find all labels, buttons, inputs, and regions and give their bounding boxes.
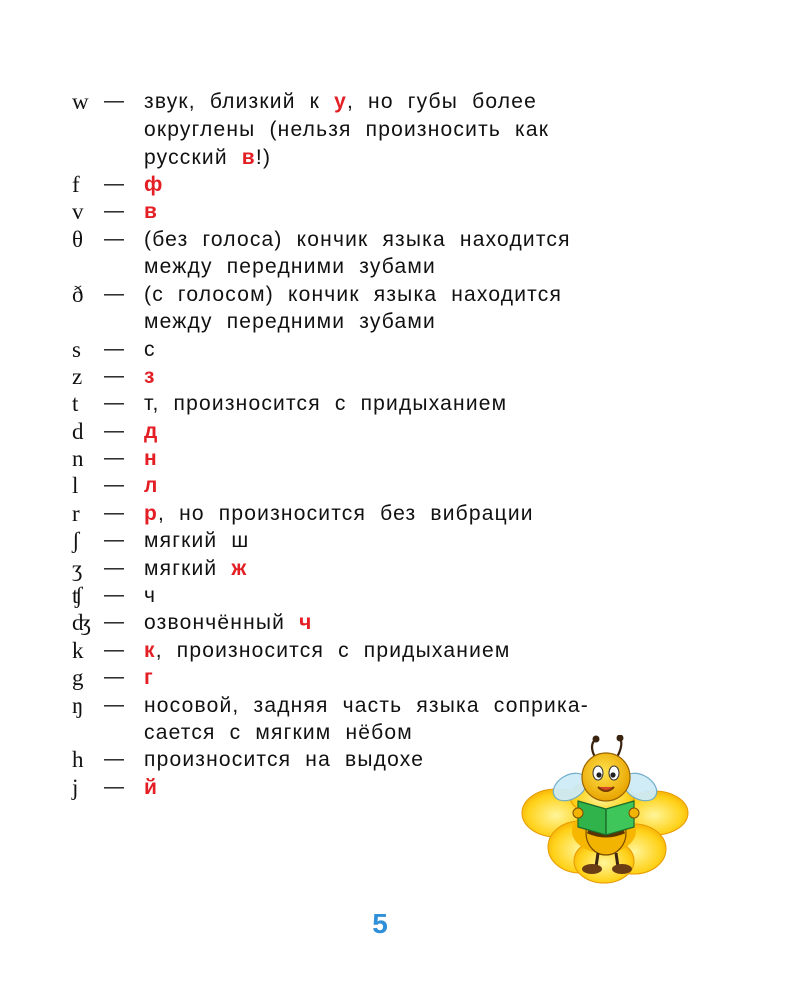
phonetic-symbol: θ bbox=[72, 227, 84, 252]
list-item bbox=[72, 472, 712, 499]
phonetic-symbol: n bbox=[72, 446, 84, 471]
description: произносится на выдохе bbox=[144, 748, 425, 771]
list-item bbox=[72, 198, 712, 225]
description: с bbox=[144, 338, 156, 361]
list-item bbox=[72, 226, 712, 253]
dash: — bbox=[104, 474, 124, 496]
phonetic-symbol: j bbox=[72, 775, 79, 800]
description: мягкий ж bbox=[144, 557, 248, 580]
description: к, произносится с придыханием bbox=[144, 639, 511, 662]
dash: — bbox=[104, 338, 124, 360]
phonetic-symbol: d bbox=[72, 419, 84, 444]
phonetic-symbol: g bbox=[72, 665, 84, 690]
phonetic-symbol: ʒ bbox=[72, 556, 83, 581]
dash: — bbox=[104, 584, 124, 606]
dash: — bbox=[104, 200, 124, 222]
description: г bbox=[144, 666, 154, 689]
description: ф bbox=[144, 173, 164, 196]
description: между передними зубами bbox=[144, 255, 436, 278]
description: (без голоса) кончик языка находится bbox=[144, 228, 571, 251]
phonetic-symbol: ʤ bbox=[72, 610, 92, 635]
dash: — bbox=[104, 173, 124, 195]
dash: — bbox=[104, 365, 124, 387]
dash: — bbox=[104, 748, 124, 770]
dash: — bbox=[104, 557, 124, 579]
description: русский в!) bbox=[144, 146, 272, 169]
dash: — bbox=[104, 228, 124, 250]
list-item bbox=[72, 582, 712, 609]
phonetic-symbol: ʃ bbox=[72, 528, 80, 553]
description: (с голосом) кончик языка находится bbox=[144, 283, 563, 306]
description: звук, близкий к у, но губы более bbox=[144, 90, 537, 113]
description: в bbox=[144, 200, 159, 223]
phonetic-symbol: w bbox=[72, 89, 89, 114]
list-item-continuation bbox=[72, 308, 712, 335]
description: з bbox=[144, 365, 156, 388]
dash: — bbox=[104, 666, 124, 688]
phonetic-symbol: z bbox=[72, 364, 83, 389]
list-item bbox=[72, 609, 712, 636]
description: между передними зубами bbox=[144, 310, 436, 333]
dash: — bbox=[104, 694, 124, 716]
list-item bbox=[72, 555, 712, 582]
list-item-continuation bbox=[72, 144, 712, 171]
page-number: 5 bbox=[372, 908, 388, 939]
description: н bbox=[144, 447, 158, 470]
description: л bbox=[144, 474, 159, 497]
list-item bbox=[72, 637, 712, 664]
description: й bbox=[144, 776, 159, 799]
phonetic-symbol: t bbox=[72, 391, 79, 416]
list-item bbox=[72, 692, 712, 719]
dash: — bbox=[104, 447, 124, 469]
list-item bbox=[72, 363, 712, 390]
dash: — bbox=[104, 502, 124, 524]
list-item bbox=[72, 336, 712, 363]
phonetic-symbol: v bbox=[72, 199, 84, 224]
description: сается с мягким нёбом bbox=[144, 721, 413, 744]
list-item bbox=[72, 281, 712, 308]
list-item bbox=[72, 88, 712, 115]
list-item bbox=[72, 445, 712, 472]
dash: — bbox=[104, 776, 124, 798]
description: озвончённый ч bbox=[144, 611, 313, 634]
dash: — bbox=[104, 639, 124, 661]
description: округлены (нельзя произносить как bbox=[144, 118, 550, 141]
phonetic-symbol: ð bbox=[72, 282, 84, 307]
phonetic-symbol: k bbox=[72, 638, 84, 663]
description: ч bbox=[144, 584, 157, 607]
dash: — bbox=[104, 283, 124, 305]
phonetic-symbol: ŋ bbox=[72, 693, 84, 718]
dash: — bbox=[104, 420, 124, 442]
phonetic-symbol: s bbox=[72, 337, 81, 362]
description: носовой, задняя часть языка соприка- bbox=[144, 694, 589, 717]
list-item bbox=[72, 390, 712, 417]
list-item bbox=[72, 664, 712, 691]
description: р, но произносится без вибрации bbox=[144, 502, 534, 525]
list-item bbox=[72, 527, 712, 554]
phonetic-symbol: h bbox=[72, 747, 84, 772]
dash: — bbox=[104, 392, 124, 414]
phonetic-symbol: f bbox=[72, 172, 80, 197]
phonetic-symbol: ʧ bbox=[72, 583, 83, 608]
list-item-continuation bbox=[72, 116, 712, 143]
dash: — bbox=[104, 90, 124, 112]
list-item-continuation bbox=[72, 253, 712, 280]
phonetic-symbol: l bbox=[72, 473, 79, 498]
description: т, произносится с придыханием bbox=[144, 392, 508, 415]
description: д bbox=[144, 420, 159, 443]
dash: — bbox=[104, 611, 124, 633]
phonetic-symbol: r bbox=[72, 501, 80, 526]
bee-reading-illustration bbox=[518, 735, 690, 885]
list-item bbox=[72, 418, 712, 445]
list-item bbox=[72, 171, 712, 198]
list-item bbox=[72, 500, 712, 527]
description: мягкий ш bbox=[144, 529, 250, 552]
dash: — bbox=[104, 529, 124, 551]
